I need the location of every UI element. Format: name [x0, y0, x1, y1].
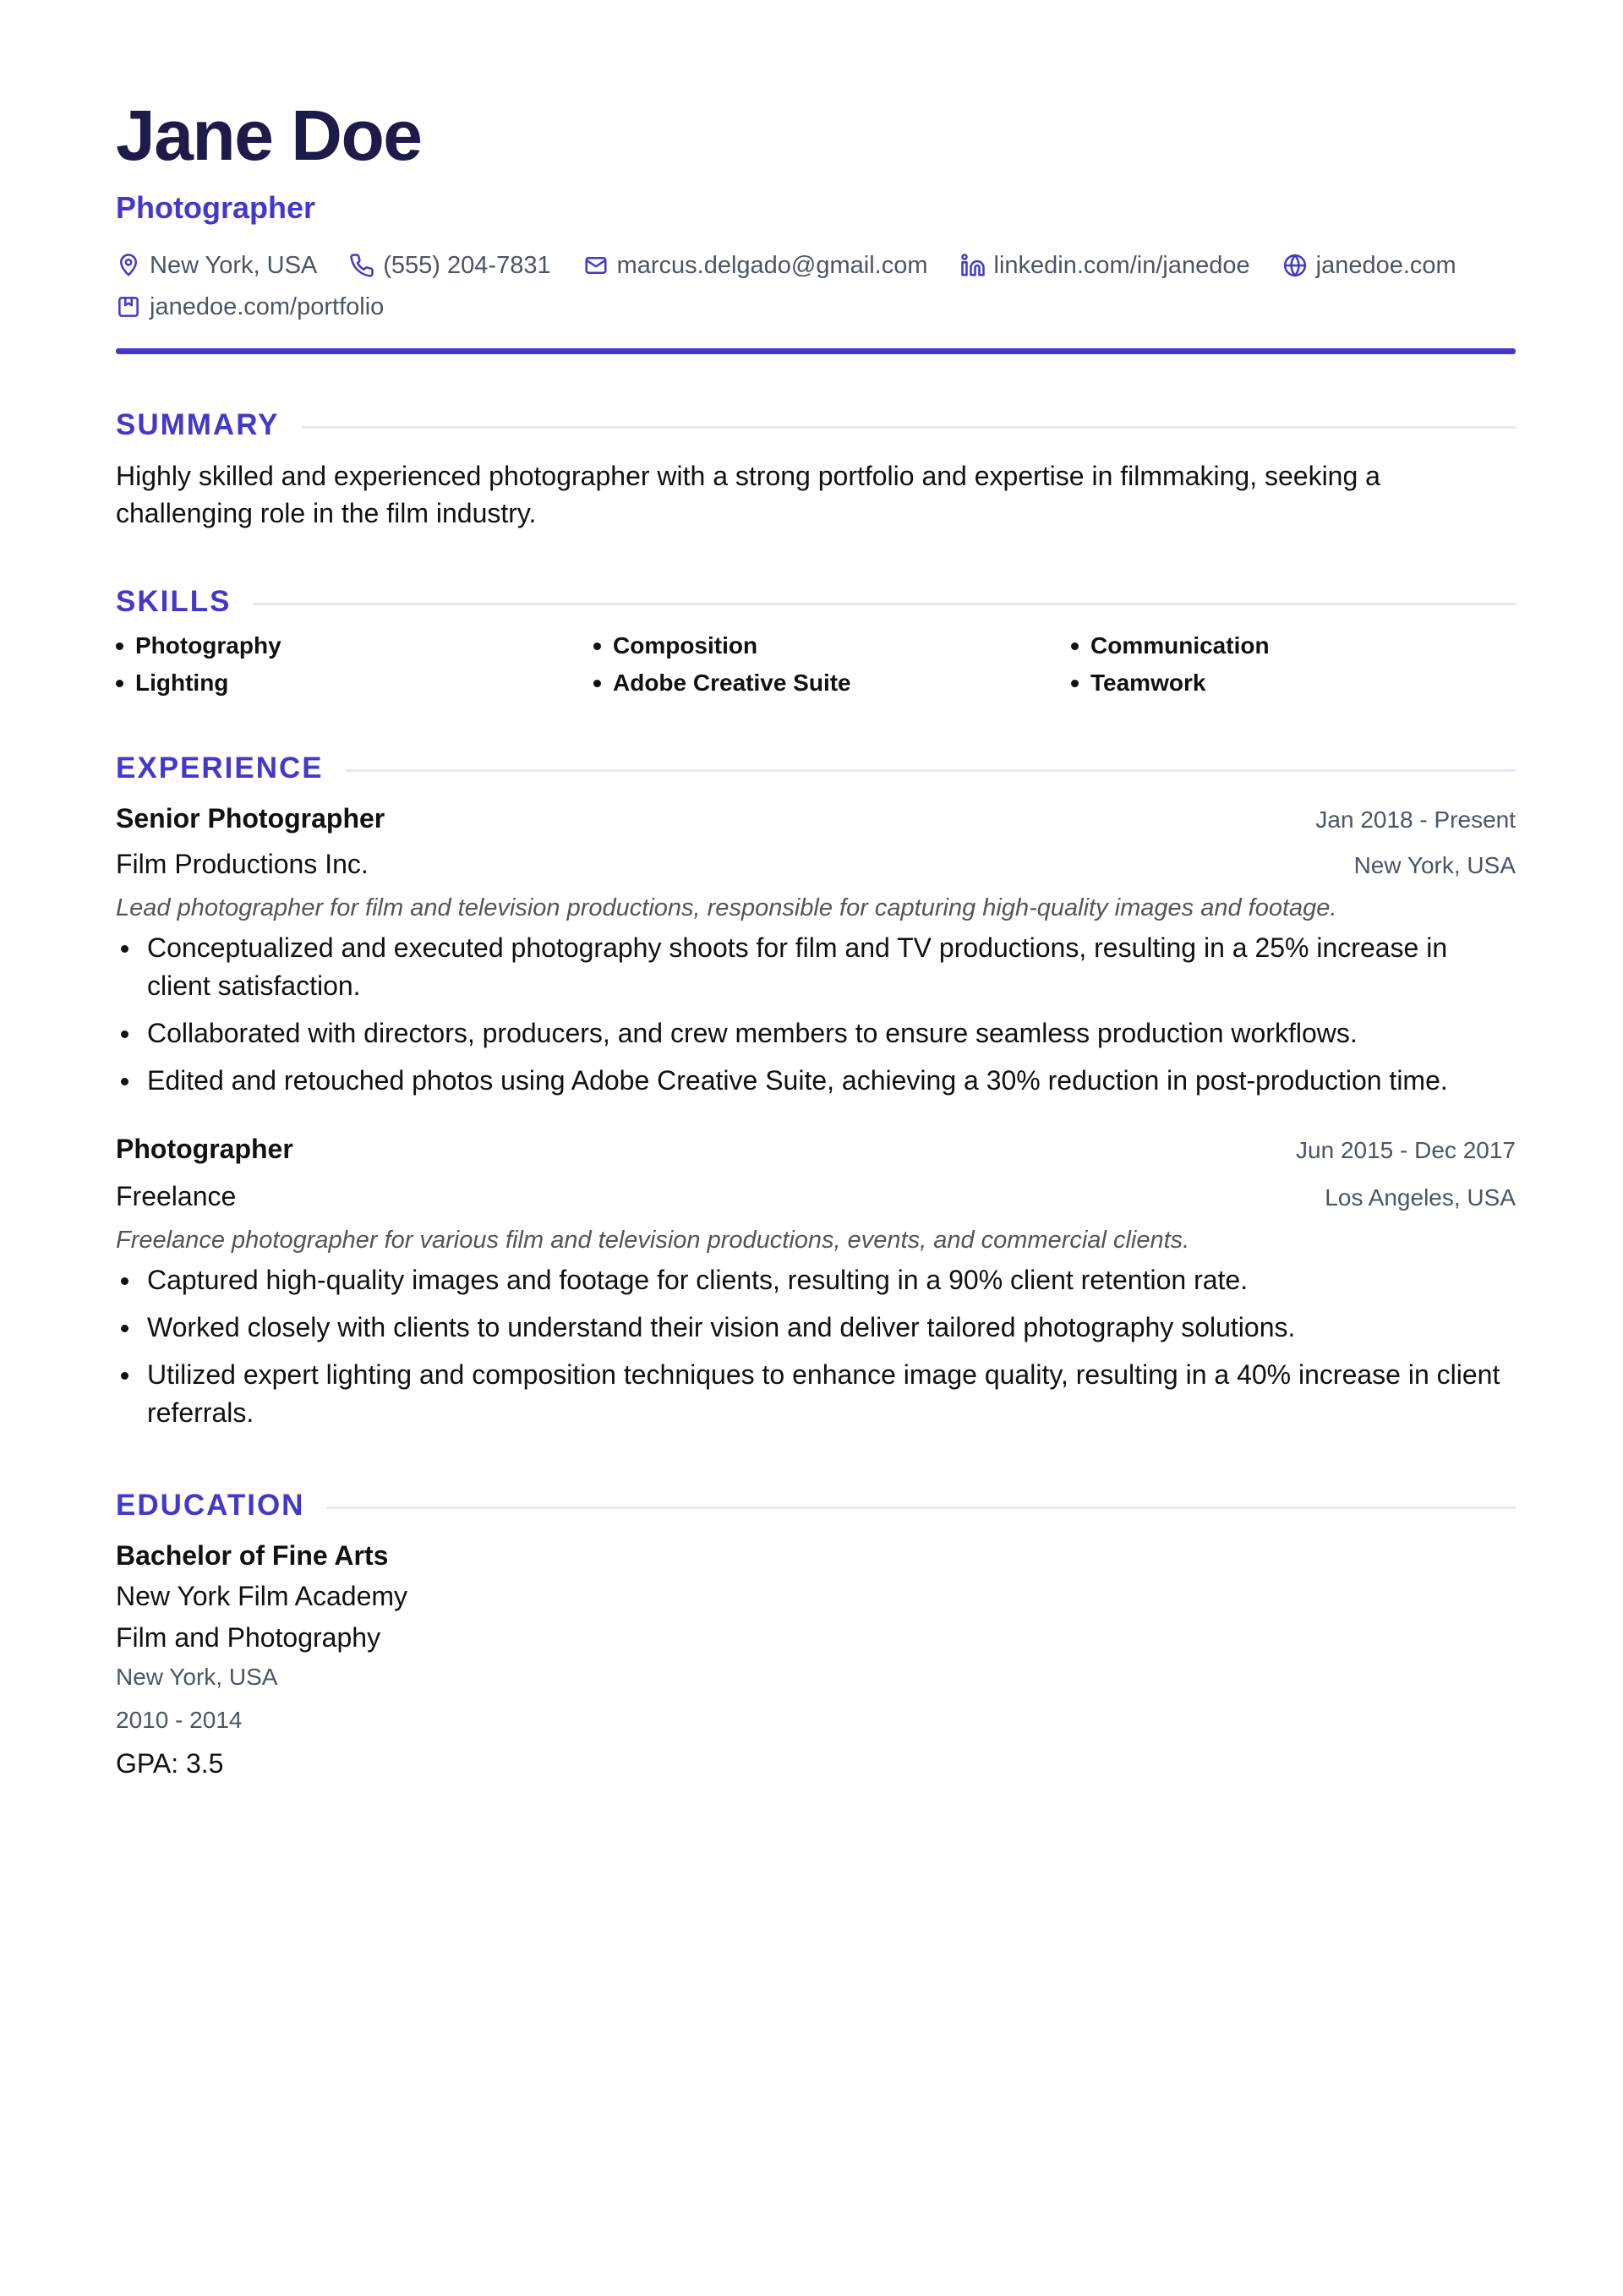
section-divider — [302, 426, 1516, 429]
skills-section-header — [116, 587, 1516, 616]
achievement-item: Worked closely with clients to understand their vision and deliver tailored photography solutions. — [116, 1309, 1516, 1347]
education-gpa: GPA: 3.5 — [116, 1748, 224, 1779]
section-divider — [253, 603, 1516, 605]
skill-item — [116, 631, 593, 661]
education-dates: 2010 - 2014 — [116, 1707, 243, 1733]
experience-heading: EXPERIENCE — [116, 752, 324, 784]
contact-row — [116, 249, 1489, 282]
skill-item — [593, 668, 1071, 698]
achievement-item: Conceptualized and executed photography shoots for film and TV productions, resulting in a 25% increase in client satisfaction. — [116, 929, 1516, 1005]
skill-item — [116, 668, 593, 698]
linkedin-icon — [960, 253, 986, 278]
bullet-icon — [116, 642, 123, 650]
job-title: Senior Photographer — [116, 803, 385, 834]
job-location: New York, USA — [1353, 852, 1516, 878]
contact-website[interactable] — [1282, 249, 1456, 282]
contact-linkedin-text: linkedin.com/in/janedoe — [993, 252, 1250, 279]
bullet-icon — [593, 680, 601, 687]
job-company: Freelance — [116, 1181, 237, 1211]
mail-icon — [583, 253, 609, 278]
skill-label: Communication — [1090, 632, 1270, 659]
job-location: Los Angeles, USA — [1325, 1184, 1516, 1211]
candidate-name: Jane Doe — [116, 96, 422, 175]
contact-location — [116, 249, 317, 282]
skill-label: Adobe Creative Suite — [613, 670, 851, 696]
skills-list — [116, 631, 1516, 698]
skill-label: Lighting — [135, 670, 229, 696]
job-company-row — [116, 1183, 1516, 1210]
job-title-row — [116, 1135, 1516, 1162]
job-title-row — [116, 805, 1516, 832]
job-dates: Jan 2018 - Present — [1315, 806, 1516, 833]
section-divider — [346, 769, 1516, 772]
education-section-header — [116, 1490, 1516, 1520]
contact-email-text: marcus.delgado@gmail.com — [616, 252, 928, 279]
job-achievements — [116, 1261, 1516, 1432]
skill-item — [1071, 631, 1516, 661]
skills-heading: SKILLS — [116, 585, 232, 618]
job-company: Film Productions Inc. — [116, 849, 369, 879]
bullet-icon — [116, 680, 123, 687]
contact-portfolio[interactable] — [116, 290, 384, 324]
section-divider — [326, 1506, 1516, 1509]
summary-text: Highly skilled and experienced photographer with a strong portfolio and expertise in filmmaking, seeking a challenging role in the film industry. — [116, 461, 1380, 528]
skill-item — [1071, 668, 1516, 698]
experience-entry — [116, 805, 1516, 1100]
skill-label: Photography — [135, 632, 281, 659]
globe-icon — [1282, 253, 1308, 278]
summary-section-header — [116, 410, 1516, 440]
education-degree: Bachelor of Fine Arts — [116, 1540, 389, 1571]
contact-location-text: New York, USA — [150, 252, 318, 279]
contact-phone[interactable] — [349, 249, 550, 282]
job-achievements — [116, 929, 1516, 1100]
contact-website-text: janedoe.com — [1315, 252, 1456, 279]
achievement-item: Utilized expert lighting and composition techniques to enhance image quality, resulting in a 40% increase in client referrals. — [116, 1356, 1516, 1432]
bullet-icon — [593, 642, 601, 650]
job-description: Lead photographer for film and television productions, responsible for capturing high-quality images and footage. — [116, 894, 1337, 921]
achievement-item: Edited and retouched photos using Adobe Creative Suite, achieving a 30% reduction in post-production time. — [116, 1062, 1516, 1100]
contact-row — [116, 290, 416, 324]
job-description: Freelance photographer for various film and television productions, events, and commercial clients. — [116, 1227, 1190, 1254]
header-divider — [116, 348, 1516, 354]
education-school: New York Film Academy — [116, 1581, 408, 1611]
contact-phone-text: (555) 204-7831 — [383, 252, 551, 279]
skill-label: Teamwork — [1090, 670, 1206, 696]
skill-item — [593, 631, 1071, 661]
contact-linkedin[interactable] — [960, 249, 1250, 282]
education-heading: EDUCATION — [116, 1489, 305, 1522]
phone-icon — [349, 253, 374, 278]
job-company-row — [116, 850, 1516, 877]
bookmark-icon — [116, 294, 141, 320]
bullet-icon — [1071, 680, 1079, 687]
achievement-item: Captured high-quality images and footage for clients, resulting in a 90% client retention rate. — [116, 1261, 1516, 1299]
achievement-item: Collaborated with directors, producers, and crew members to ensure seamless production workflows. — [116, 1014, 1516, 1052]
contact-portfolio-text: janedoe.com/portfolio — [150, 293, 385, 320]
bullet-icon — [1071, 642, 1079, 650]
contact-email[interactable] — [583, 249, 928, 282]
experience-entry — [116, 1135, 1516, 1432]
job-title: Photographer — [116, 1134, 293, 1164]
experience-section-header — [116, 753, 1516, 783]
summary-heading: SUMMARY — [116, 408, 280, 441]
job-dates: Jun 2015 - Dec 2017 — [1296, 1137, 1516, 1163]
candidate-role: Photographer — [116, 190, 316, 225]
map-pin-icon — [116, 253, 141, 278]
skill-label: Composition — [613, 632, 758, 659]
education-field: Film and Photography — [116, 1622, 381, 1653]
education-location: New York, USA — [116, 1664, 278, 1690]
